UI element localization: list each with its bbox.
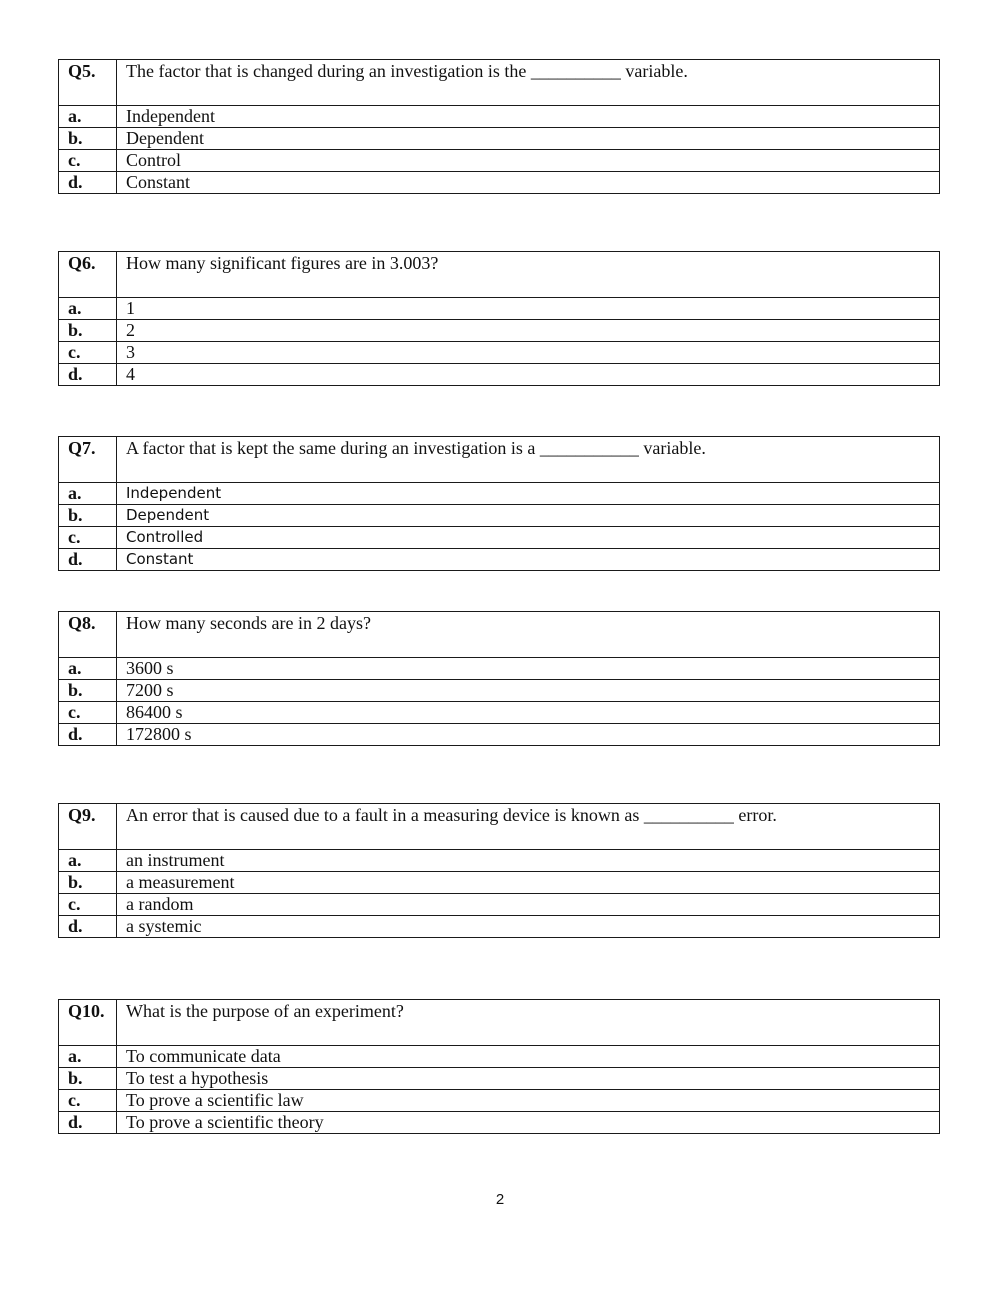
option-text: 3 bbox=[117, 342, 940, 364]
option-label: c. bbox=[59, 702, 117, 724]
question-block-q5 bbox=[58, 59, 940, 194]
question-number: Q10. bbox=[59, 1000, 117, 1046]
option-text: 4 bbox=[117, 364, 940, 386]
question-text: A factor that is kept the same during an investigation is a ___________ variable. bbox=[117, 437, 940, 483]
question-block-q6 bbox=[58, 251, 940, 386]
option-label: a. bbox=[59, 106, 117, 128]
option-text: Constant bbox=[117, 549, 940, 571]
option-label: b. bbox=[59, 680, 117, 702]
option-label: c. bbox=[59, 894, 117, 916]
option-text: Dependent bbox=[117, 128, 940, 150]
question-text: How many seconds are in 2 days? bbox=[117, 612, 940, 658]
option-text: Independent bbox=[117, 106, 940, 128]
option-text: Constant bbox=[117, 172, 940, 194]
option-label: c. bbox=[59, 342, 117, 364]
question-text: What is the purpose of an experiment? bbox=[117, 1000, 940, 1046]
question-text: The factor that is changed during an investigation is the __________ variable. bbox=[117, 60, 940, 106]
option-text: Control bbox=[117, 150, 940, 172]
option-label: a. bbox=[59, 850, 117, 872]
option-text: To test a hypothesis bbox=[117, 1068, 940, 1090]
option-label: a. bbox=[59, 298, 117, 320]
option-label: b. bbox=[59, 505, 117, 527]
question-text: How many significant figures are in 3.003? bbox=[117, 252, 940, 298]
option-label: b. bbox=[59, 1068, 117, 1090]
option-label: c. bbox=[59, 1090, 117, 1112]
question-number: Q5. bbox=[59, 60, 117, 106]
option-text: 86400 s bbox=[117, 702, 940, 724]
question-block-q9 bbox=[58, 803, 940, 938]
option-label: b. bbox=[59, 320, 117, 342]
question-number: Q8. bbox=[59, 612, 117, 658]
option-label: a. bbox=[59, 483, 117, 505]
option-text: To prove a scientific theory bbox=[117, 1112, 940, 1134]
question-number: Q9. bbox=[59, 804, 117, 850]
option-text: 2 bbox=[117, 320, 940, 342]
option-text: Dependent bbox=[117, 505, 940, 527]
option-text: an instrument bbox=[117, 850, 940, 872]
question-number: Q6. bbox=[59, 252, 117, 298]
option-text: Controlled bbox=[117, 527, 940, 549]
option-text: 7200 s bbox=[117, 680, 940, 702]
option-label: b. bbox=[59, 128, 117, 150]
option-text: a measurement bbox=[117, 872, 940, 894]
option-label: c. bbox=[59, 527, 117, 549]
option-label: d. bbox=[59, 916, 117, 938]
question-text: An error that is caused due to a fault in a measuring device is known as __________ error. bbox=[117, 804, 940, 850]
option-text: 1 bbox=[117, 298, 940, 320]
option-label: d. bbox=[59, 724, 117, 746]
question-block-q8 bbox=[58, 611, 940, 746]
option-label: d. bbox=[59, 549, 117, 571]
question-block-q7 bbox=[58, 436, 940, 571]
option-text: a systemic bbox=[117, 916, 940, 938]
question-number: Q7. bbox=[59, 437, 117, 483]
option-text: Independent bbox=[117, 483, 940, 505]
option-text: To prove a scientific law bbox=[117, 1090, 940, 1112]
option-label: a. bbox=[59, 1046, 117, 1068]
option-label: b. bbox=[59, 872, 117, 894]
option-text: 172800 s bbox=[117, 724, 940, 746]
option-label: d. bbox=[59, 172, 117, 194]
option-label: c. bbox=[59, 150, 117, 172]
option-text: a random bbox=[117, 894, 940, 916]
question-block-q10 bbox=[58, 999, 940, 1134]
option-label: d. bbox=[59, 1112, 117, 1134]
page-number: 2 bbox=[495, 1191, 505, 1208]
option-text: 3600 s bbox=[117, 658, 940, 680]
option-text: To communicate data bbox=[117, 1046, 940, 1068]
option-label: d. bbox=[59, 364, 117, 386]
option-label: a. bbox=[59, 658, 117, 680]
